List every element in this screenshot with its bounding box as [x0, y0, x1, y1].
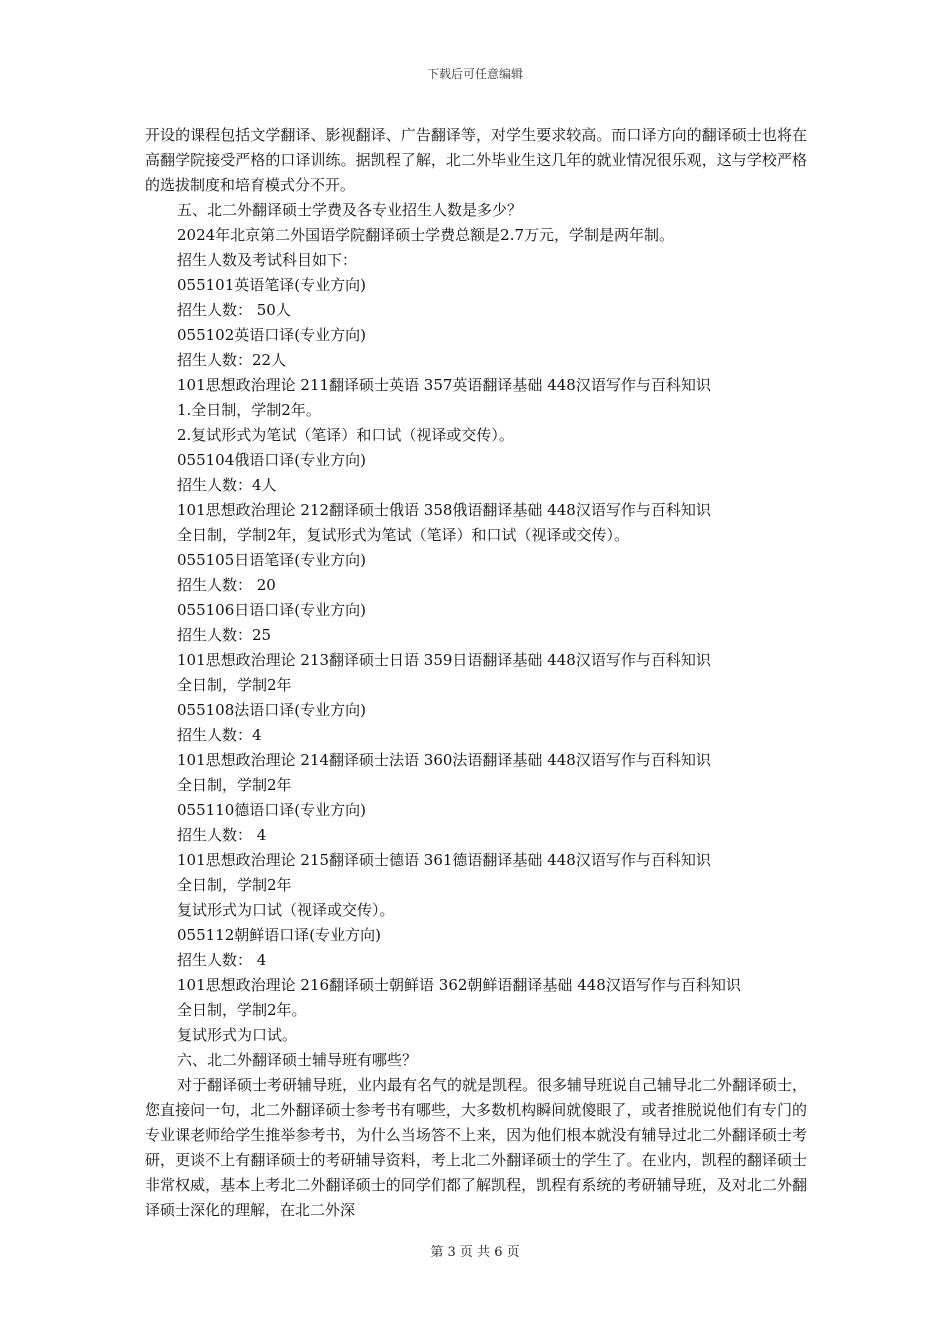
exam-subjects: 101思想政治理论 215翻译硕士德语 361德语翻译基础 448汉语写作与百科知识: [177, 851, 711, 869]
exam-subjects: 101思想政治理论 214翻译硕士法语 360法语翻译基础 448汉语写作与百科知识: [177, 751, 711, 769]
section-heading-6: 六、北二外翻译硕士辅导班有哪些？: [177, 1051, 418, 1069]
enrollment-count: 招生人数： 20: [177, 576, 276, 594]
program-note: 复试形式为口试（视译或交传）。: [177, 901, 395, 919]
program-note: 复试形式为口试。: [177, 1026, 298, 1044]
program-note: 全日制，学制2年，复试形式为笔试（笔译）和口试（视译或交传）。: [177, 526, 630, 544]
program-note: 全日制，学制2年: [177, 776, 292, 794]
enrollment-count: 招生人数：4: [177, 726, 262, 744]
exam-subjects: 101思想政治理论 212翻译硕士俄语 358俄语翻译基础 448汉语写作与百科知识: [177, 501, 711, 519]
program-korean-interpreting: 055112朝鲜语口译(专业方向): [177, 926, 381, 944]
program-japanese-translation: 055105日语笔译(专业方向): [177, 551, 366, 569]
program-english-interpreting: 055102英语口译(专业方向): [177, 326, 366, 344]
enrollment-count: 招生人数：22人: [177, 351, 287, 369]
page-header: 下载后可任意编辑: [426, 67, 523, 81]
program-note: 1.全日制，学制2年。: [177, 401, 321, 419]
program-french-interpreting: 055108法语口译(专业方向): [177, 701, 366, 719]
exam-subjects: 101思想政治理论 216翻译硕士朝鲜语 362朝鲜语翻译基础 448汉语写作与百科知识: [177, 976, 741, 994]
paragraph-enrollment-intro: 招生人数及考试科目如下：: [177, 251, 358, 269]
page-number: 第 3 页 共 6 页: [430, 1245, 520, 1260]
enrollment-count: 招生人数：25: [177, 626, 272, 644]
paragraph-tutoring: 对于翻译硕士考研辅导班，业内最有名气的就是凯程。很多辅导班说自己辅导北二外翻译硕士，您直接问一句，北二外翻译硕士参考书有哪些，大多数机构瞬间就傻眼了，或者推脱说他们有专门的专业课老师给学生推举参考书，为什么当场答不上来，因为他们根本就没有辅导过北二外翻译硕士考研，更谈不上有翻译硕士的考研辅导资料，考上北二外翻译硕士的学生了。在业内，凯程的翻译硕士非常权威，基本上考北二外翻译硕士的同学们都了解凯程，凯程有系统的考研辅导班，及对北二外翻译硕士深化的理解，在北二外深: [145, 1076, 808, 1219]
section-heading-5: 五、北二外翻译硕士学费及各专业招生人数是多少？: [177, 201, 523, 219]
enrollment-count: 招生人数： 4: [177, 951, 267, 969]
program-english-translation: 055101英语笔译(专业方向): [177, 276, 366, 294]
program-german-interpreting: 055110德语口译(专业方向): [177, 801, 366, 819]
program-japanese-interpreting: 055106日语口译(专业方向): [177, 601, 366, 619]
document-body: [145, 123, 807, 1223]
program-note: 全日制，学制2年: [177, 676, 292, 694]
exam-subjects: 101思想政治理论 211翻译硕士英语 357英语翻译基础 448汉语写作与百科知识: [177, 376, 711, 394]
paragraph-tuition: 2024年北京第二外国语学院翻译硕士学费总额是2.7万元，学制是两年制。: [177, 226, 675, 244]
exam-subjects: 101思想政治理论 213翻译硕士日语 359日语翻译基础 448汉语写作与百科知识: [177, 651, 711, 669]
paragraph-continuation: 开设的课程包括文学翻译、影视翻译、广告翻译等，对学生要求较高。而口译方向的翻译硕士也将在高翻学院接受严格的口译训练。据凯程了解，北二外毕业生这几年的就业情况很乐观，这与学校严格的选拔制度和培育模式分不开。: [145, 126, 807, 194]
program-note: 2.复试形式为笔试（笔译）和口试（视译或交传）。: [177, 426, 514, 444]
enrollment-count: 招生人数：4人: [177, 476, 277, 494]
program-note: 全日制，学制2年。: [177, 1001, 307, 1019]
program-note: 全日制，学制2年: [177, 876, 292, 894]
enrollment-count: 招生人数： 4: [177, 826, 267, 844]
enrollment-count: 招生人数： 50人: [177, 301, 291, 319]
program-russian-interpreting: 055104俄语口译(专业方向): [177, 451, 366, 469]
